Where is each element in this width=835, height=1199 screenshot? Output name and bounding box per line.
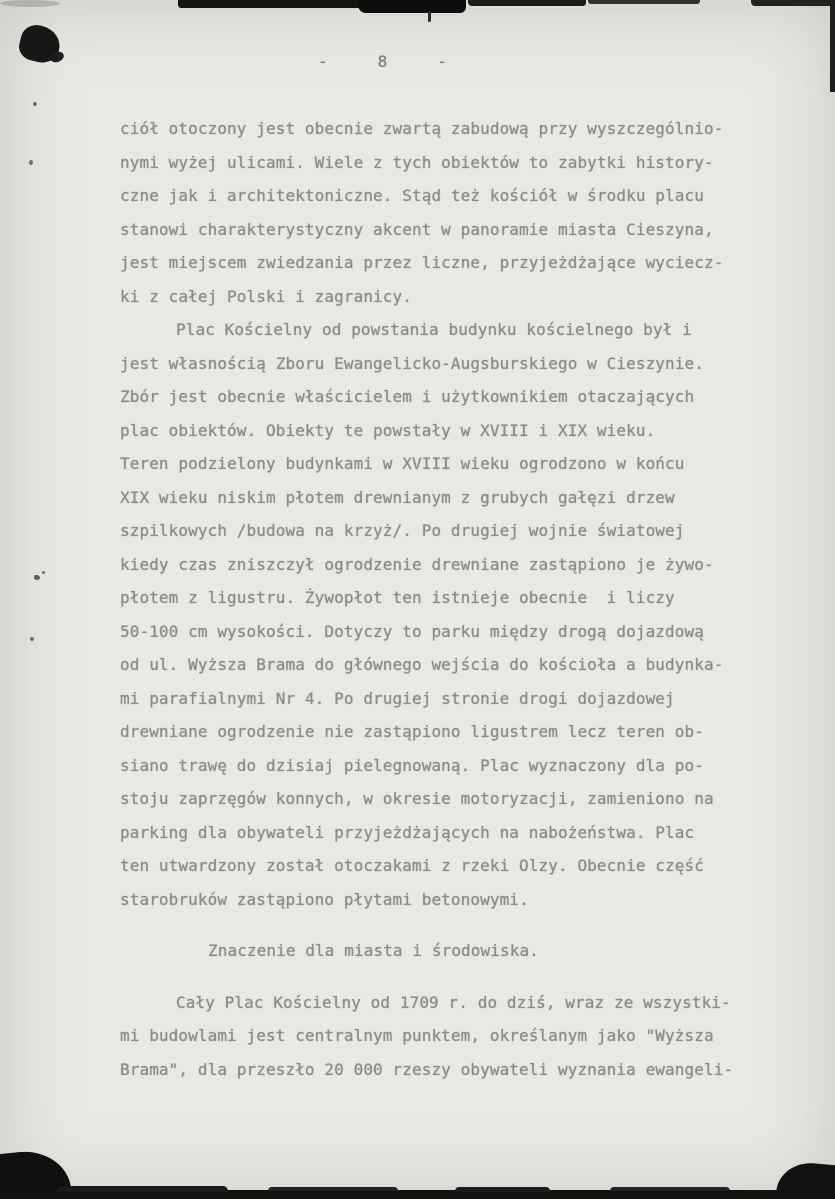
scan-speck bbox=[30, 637, 34, 641]
scan-speck bbox=[42, 571, 45, 574]
text-line: od ul. Wyższa Brama do głównego wejścia do kościoła a budynka- bbox=[120, 655, 724, 674]
scan-artifact-bottom-strip bbox=[610, 1187, 730, 1191]
text-line: starobruków zastąpiono płytami betonowymi. bbox=[120, 889, 529, 909]
scan-speck bbox=[29, 160, 33, 165]
text-line: stanowi charakterystyczny akcent w panoramie miasta Cieszyna, bbox=[120, 219, 714, 239]
text-line: płotem z ligustru. Żywopłot ten istnieje obecnie i liczy bbox=[120, 588, 675, 607]
text-line: drewniane ogrodzenie nie zastąpiono ligustrem lecz teren ob- bbox=[120, 722, 704, 741]
text-line: Zbór jest obecnie właścicielem i użytkownikiem otaczających bbox=[120, 387, 695, 406]
text-line: czne jak i architektoniczne. Stąd też kościół w środku placu bbox=[120, 186, 704, 205]
document-lines bbox=[120, 112, 780, 1086]
text-line: ki z całej Polski i zagranicy. bbox=[120, 286, 412, 306]
scan-artifact-bottom-strip bbox=[455, 1187, 550, 1192]
scan-speck bbox=[34, 575, 40, 580]
text-line: mi parafialnymi Nr 4. Po drugiej stronie drogi dojazdowej bbox=[120, 688, 675, 708]
text-line: Brama", dla przeszło 20 000 rzeszy obywateli wyznania ewangeli- bbox=[120, 1059, 734, 1079]
text-line: nymi wyżej ulicami. Wiele z tych obiektów to zabytki history- bbox=[120, 152, 714, 172]
text-line: 50-100 cm wysokości. Dotyczy to parku między drogą dojazdową bbox=[120, 621, 704, 641]
text-line: stoju zaprzęgów konnych, w okresie motoryzacji, zamieniono na bbox=[120, 789, 714, 808]
scan-artifact-bottom-strip bbox=[268, 1187, 398, 1191]
scan-artifact-bottom-strip bbox=[58, 1186, 228, 1192]
text-line: Cały Plac Kościelny od 1709 r. do dziś, wraz ze wszystki- bbox=[176, 992, 731, 1012]
text-line: plac obiektów. Obiekty te powstały w XVIII i XIX wieku. bbox=[120, 420, 656, 440]
scan-artifact-tick bbox=[428, 11, 431, 22]
text-line: ciół otoczony jest obecnie zwartą zabudową przy wyszczególnio- bbox=[120, 119, 724, 138]
text-line: parking dla obywateli przyjeżdżających na nabożeństwa. Plac bbox=[120, 822, 695, 842]
text-line: kiedy czas zniszczył ogrodzenie drewniane zastąpiono je żywo- bbox=[120, 554, 714, 574]
text-line: ten utwardzony został otoczakami z rzeki Olzy. Obecnie część bbox=[120, 856, 704, 875]
text-line: Plac Kościelny od powstania budynku kościelnego był i bbox=[176, 320, 692, 339]
text-line: XIX wieku niskim płotem drewnianym z grubych gałęzi drzew bbox=[120, 487, 675, 507]
text-line: jest własnością Zboru Ewangelicko-Augsburskiego w Cieszynie. bbox=[120, 353, 704, 373]
text-line: mi budowlami jest centralnym punktem, określanym jako "Wyższa bbox=[120, 1026, 714, 1045]
scan-artifact-bottom-right-blob bbox=[775, 1160, 835, 1199]
page-number-header: - 8 - bbox=[318, 52, 448, 71]
scan-speck bbox=[33, 102, 37, 106]
text-line: Teren podzielony budynkami w XVIII wieku ogrodzono w końcu bbox=[120, 454, 685, 473]
scan-artifact-top-strip bbox=[358, 0, 466, 13]
text-line: jest miejscem zwiedzania przez liczne, przyjeżdżające wyciecz- bbox=[120, 253, 724, 272]
scan-artifact-top-strip bbox=[178, 0, 368, 8]
text-line: siano trawę do dzisiaj pielegnowaną. Plac wyznaczony dla po- bbox=[120, 755, 704, 775]
scan-artifact-right-edge bbox=[830, 0, 835, 92]
scan-artifact-top-right-strip bbox=[751, 0, 835, 6]
scan-artifact-smudge bbox=[0, 0, 60, 7]
section-heading: Znaczenie dla miasta i środowiska. bbox=[208, 941, 539, 960]
scan-artifact-top-strip bbox=[588, 0, 700, 4]
scan-artifact-top-strip bbox=[468, 0, 586, 6]
text-line: szpilkowych /budowa na krzyż/. Po drugiej wojnie światowej bbox=[120, 521, 685, 540]
